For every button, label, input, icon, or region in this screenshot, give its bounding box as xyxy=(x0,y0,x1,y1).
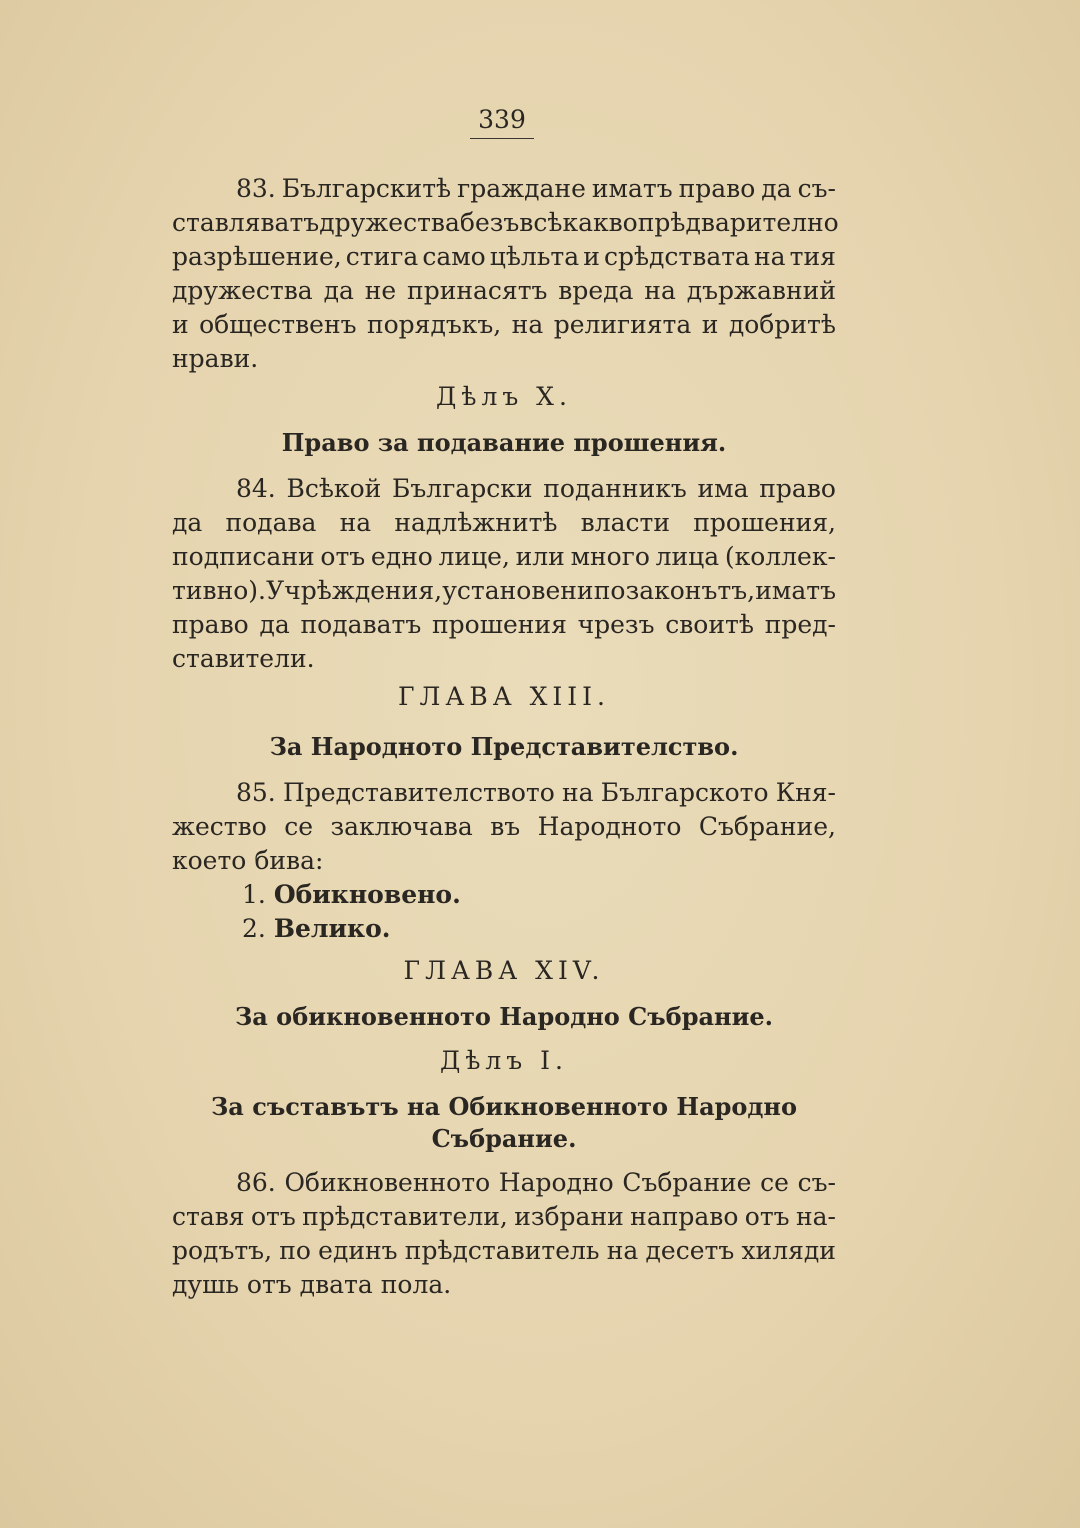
paragraph-line: нрави. xyxy=(172,344,259,373)
article-83 xyxy=(172,172,839,376)
paragraph-line: ставя отъ прѣдставители, избрани направо отъ на- xyxy=(172,1202,836,1231)
paragraph-line: право да подаватъ прошения чрезъ своитѣ пред- xyxy=(172,610,836,639)
paragraph-line: 84. Всѣкой Български поданникъ има право xyxy=(236,474,836,503)
paragraph-line: и общественъ порядъкъ, на религията и добритѣ xyxy=(172,310,836,339)
paragraph-line: тивно). Учрѣждения, установени по законътъ, иматъ xyxy=(172,576,836,605)
paragraph-line: което бива: xyxy=(172,846,324,875)
paragraph-line: да подава на надлѣжнитѣ власти прошения, xyxy=(172,508,836,537)
chapter-xiii: ГЛАВА XIII. xyxy=(398,682,610,711)
paragraph-line: 85. Представителството на Българското Кня- xyxy=(236,778,836,807)
list-item: 1. Обикновено. xyxy=(242,880,461,909)
paragraph-line: ставители. xyxy=(172,644,315,673)
heading-representation: За Народното Представителство. xyxy=(269,732,739,761)
paragraph-line: 83. Българскитѣ граждане иматъ право да съ- xyxy=(236,174,836,203)
paragraph-line: 86. Обикновенното Народно Събрание се съ- xyxy=(236,1168,836,1197)
paragraph-line: разрѣшение, стига само цѣльта и срѣдствата на тия xyxy=(172,242,836,271)
paragraph-line: жество се заключава въ Народното Събрание, xyxy=(172,812,836,841)
paragraph-line: подписани отъ едно лице, или много лица (коллек- xyxy=(172,542,836,571)
heading-ordinary-assembly: За обикновенното Народно Събрание. xyxy=(234,1002,774,1031)
paragraph-line: дружества да не принасятъ вреда на държавний xyxy=(172,276,836,305)
heading-petitions: Право за подавание прошения. xyxy=(281,428,727,457)
article-86 xyxy=(172,1166,836,1302)
article-84 xyxy=(172,472,836,676)
section-del-i: Дѣлъ I. xyxy=(440,1046,568,1075)
paragraph-line: родътъ, по единъ прѣдставитель на десетъ хиляди xyxy=(172,1236,836,1265)
paragraph-line: ставляватъ дружества безъ всѣкакво прѣдварително xyxy=(172,208,839,237)
list-item: 2. Велико. xyxy=(242,914,391,943)
section-del-x: Дѣлъ X. xyxy=(436,382,572,411)
chapter-xiv: ГЛАВА XIV. xyxy=(403,956,605,985)
page-number: 339 xyxy=(470,105,534,139)
heading-composition-cont: Събрание. xyxy=(431,1124,577,1153)
article-85 xyxy=(172,776,836,878)
heading-composition: За съставътъ на Обикновенното Народно xyxy=(211,1092,797,1121)
paragraph-line: душь отъ двата пола. xyxy=(172,1270,452,1299)
